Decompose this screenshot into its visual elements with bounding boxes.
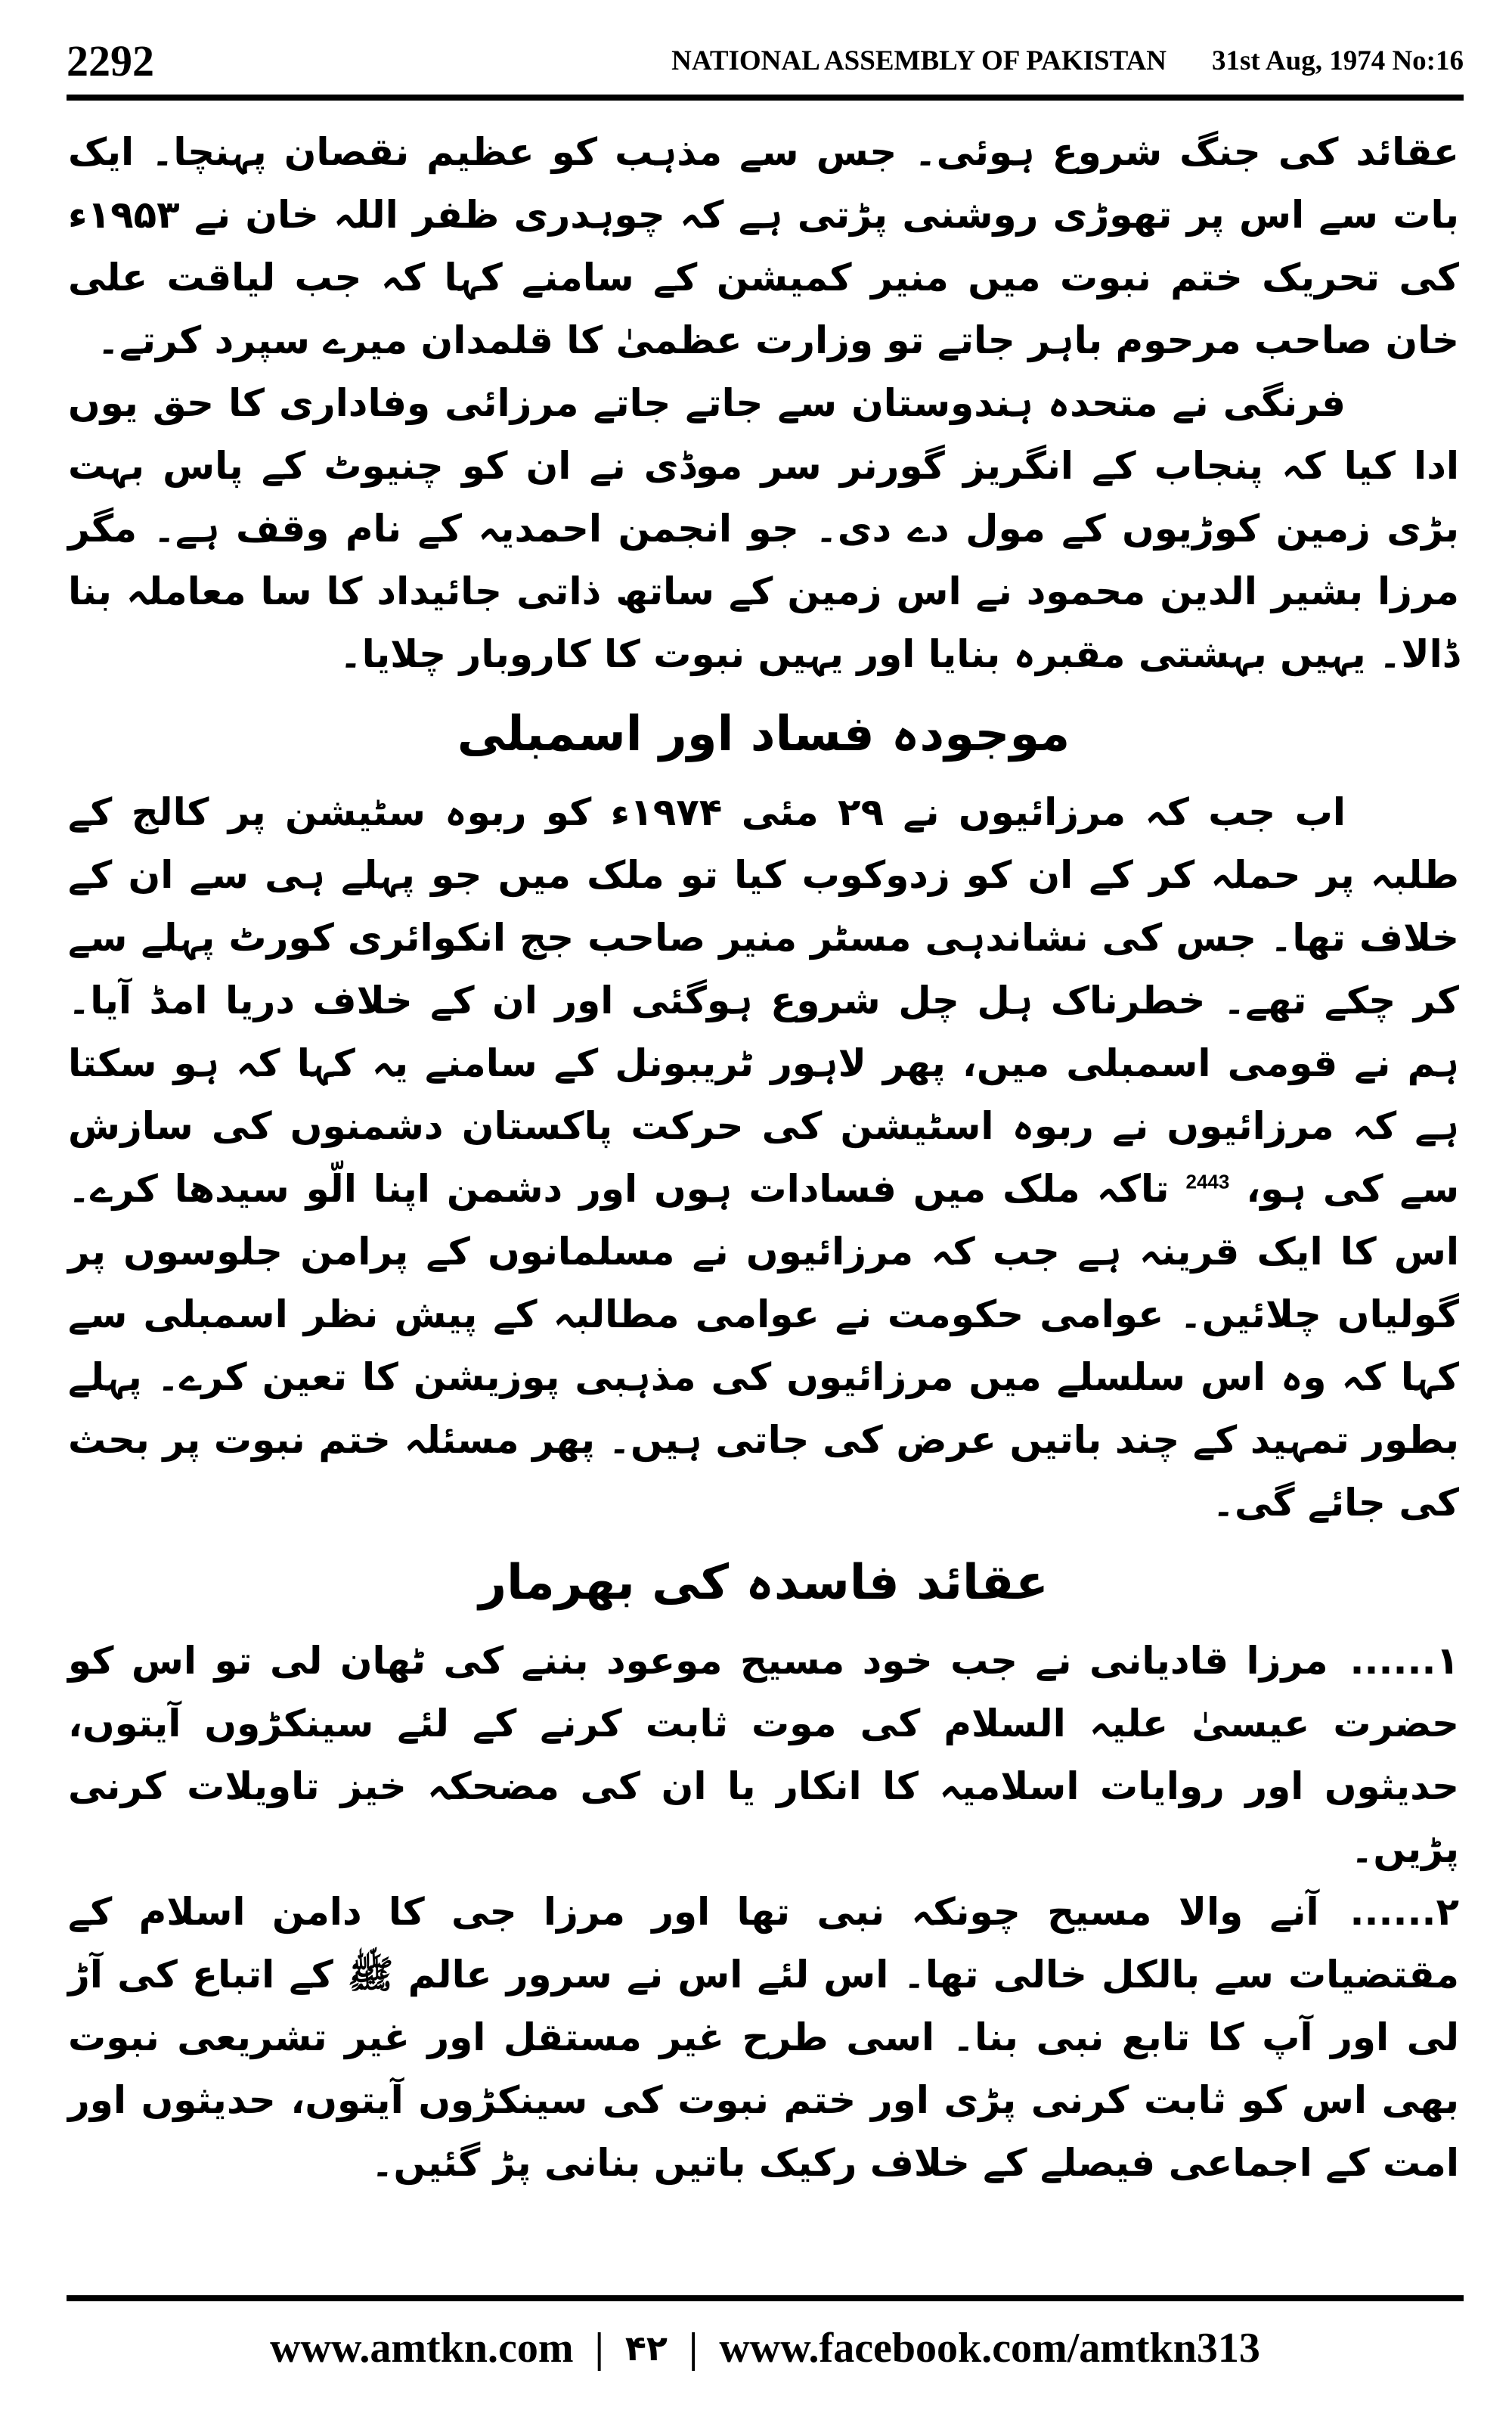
list-item-2-marker: ۲...... (1349, 1890, 1459, 1934)
header-rule (67, 95, 1464, 101)
list-item-2 (68, 1881, 1459, 2195)
page-footer (67, 2310, 1464, 2386)
list-item-1-text: مرزا قادیانی نے جب خود مسیح موعود بننے کی ٹھان لی تو اس کو حضرت عیسیٰ علیہ السلام کی موت ثابت کرنے کے لئے سینکڑوں آیتوں، حدیثوں اور روایات اسلامیہ کا انکار یا ان کی مضحکہ خیز تاویلات کرنی پڑیں۔ (68, 1639, 1459, 1871)
paragraph-2: فرنگی نے متحدہ ہندوستان سے جاتے جاتے مرزائی وفاداری کا حق یوں ادا کیا کہ پنجاب کے انگریز گورنر سر موڈی نے ان کو چنیوٹ کے پاس بہت بڑی زمین کوڑیوں کے مول دے دی۔ جو انجمن احمدیہ کے نام وقف ہے۔ مگر مرزا بشیر الدین محمود نے اس زمین کے ساتھ ذاتی جائیداد کا سا معاملہ بنا ڈالا۔ یہیں بہشتی مقبرہ بنایا اور یہیں نبوت کا کاروبار چلایا۔ (68, 381, 1459, 676)
paragraph-3-part-a: اب جب کہ مرزائیوں نے ۲۹ مئی ۱۹۷۴ء کو ربوہ سٹیشن پر کالج کے طلبہ پر حملہ کر کے ان کو زدوکوب کیا تو ملک میں جو پہلے ہی سے ان کے خلاف تھا۔ جس کی نشاندہی مسٹر منیر صاحب جج انکوائری کورٹ پہلے سے کر چکے تھے۔ خطرناک ہل چل شروع ہوگئی اور ان کے خلاف دریا امڈ آیا۔ ہم نے قومی اسمبلی میں، پھر لاہور ٹریبونل کے سامنے یہ کہا کہ ہو سکتا ہے کہ مرزائیوں نے ربوہ اسٹیشن کی حرکت پاکستان دشمنوں کی سازش سے کی ہو، (68, 790, 1459, 1211)
footer-page-label: ۴۲ (624, 2328, 668, 2369)
footer-separator-right: | (688, 2325, 699, 2372)
section-heading-2: عقائد فاسدہ کی بھرمار (479, 1555, 1049, 1611)
list-item-1-marker: ۱...... (1349, 1639, 1459, 1683)
paragraph-3 (68, 781, 1459, 1534)
footer-rule (67, 2295, 1464, 2301)
website-link[interactable]: www.amtkn.com (270, 2325, 574, 2372)
issue-date-number: 31st Aug, 1974 No:16 (1211, 45, 1464, 76)
page-header (67, 30, 1464, 91)
list-item-2-text: آنے والا مسیح چونکہ نبی تھا اور مرزا جی کا دامن اسلام کے مقتضیات سے بالکل خالی تھا۔ اس لئے اس نے سرور عالم ﷺ کے اتباع کی آڑ لی اور آپ کا تابع نبی بنا۔ اسی طرح غیر مستقل اور غیر تشریعی نبوت بھی اس کو ثابت کرنی پڑی اور ختم نبوت کی سینکڑوں آیتوں، حدیثوں اور امت کے اجماعی فیصلے کے خلاف رکیک باتیں بنانی پڑ گئیں۔ (68, 1890, 1459, 2185)
footer-separator-left: | (594, 2325, 604, 2372)
paragraph-1: عقائد کی جنگ شروع ہوئی۔ جس سے مذہب کو عظیم نقصان پہنچا۔ ایک بات سے اس پر تھوڑی روشنی پڑتی ہے کہ چوہدری ظفر اللہ خان نے ۱۹۵۳ء کی تحریک ختم نبوت میں منیر کمیشن کے سامنے کہا کہ جب لیاقت علی خان صاحب مرحوم باہر جاتے تو وزارت عظمیٰ کا قلمدان میرے سپرد کرتے۔ (68, 130, 1459, 362)
running-title: NATIONAL ASSEMBLY OF PAKISTAN (671, 45, 1167, 76)
paragraph-3-part-b: تاکہ ملک میں فسادات ہوں اور دشمن اپنا الّو سیدھا کرے۔ اس کا ایک قرینہ ہے جب کہ مرزائیوں نے مسلمانوں کے پرامن جلوسوں پر گولیاں چلائیں۔ عوامی حکومت نے عوامی مطالبہ کے پیش نظر اسمبلی سے کہا کہ وہ اس سلسلے میں مرزائیوں کی مذہبی پوزیشن کا تعین کرے۔ پہلے بطور تمہید کے چند باتیں عرض کی جاتی ہیں۔ پھر مسئلہ ختم نبوت پر بحث کی جائے گی۔ (68, 1167, 1459, 1525)
footnote-marker: 2443 (1185, 1170, 1230, 1193)
facebook-link[interactable]: www.facebook.com/amtkn313 (719, 2325, 1260, 2372)
section-heading-1: موجودہ فساد اور اسمبلی (457, 706, 1070, 762)
list-item-1 (68, 1630, 1459, 1881)
page-body (68, 121, 1459, 2195)
page-number: 2292 (67, 36, 154, 85)
